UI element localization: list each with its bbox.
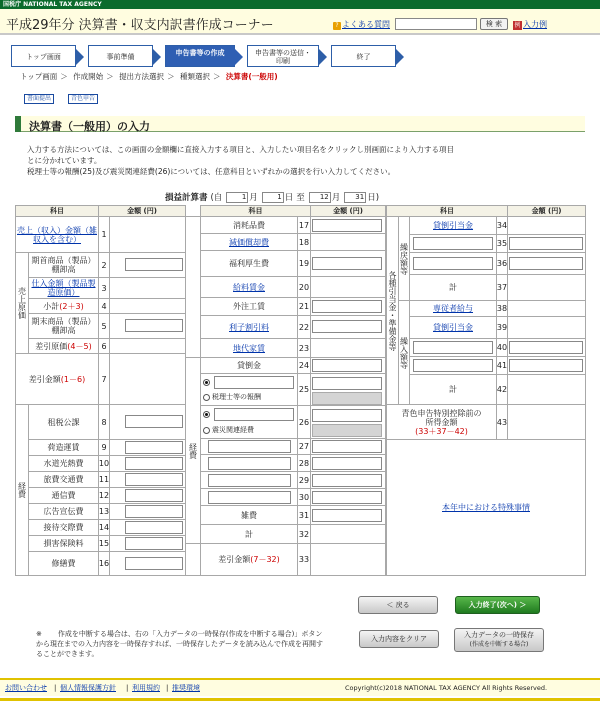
outsrc-input[interactable] xyxy=(312,300,382,313)
begin-inv-input[interactable] xyxy=(125,258,183,271)
section-header xyxy=(15,116,585,132)
total42-cell xyxy=(507,374,586,405)
row-num: 14 xyxy=(98,519,110,536)
row-num: 28 xyxy=(297,454,311,472)
ent-input[interactable] xyxy=(125,521,183,534)
row-num: 9 xyxy=(98,439,110,456)
total37-item: 計 xyxy=(409,274,497,301)
repair-item: 修繕費 xyxy=(28,551,99,576)
rent-link[interactable]: 地代家賃 xyxy=(233,343,265,353)
custom-cell xyxy=(310,454,386,472)
depr-cell xyxy=(310,233,386,251)
interest-link[interactable]: 利子割引料 xyxy=(229,322,269,332)
note-text: 作成を中断する場合は、右の「入力データの一時保存(作成を中断する場合)」ボタンから現在までの入力内容を一時保存すれば、一時保存したデータを読み込んで作成を再開することができます。 xyxy=(36,630,323,658)
row-num: 21 xyxy=(297,297,311,316)
interest-input[interactable] xyxy=(312,320,382,333)
cost-group xyxy=(15,252,29,354)
step-prepare xyxy=(88,45,153,67)
subtotal-item xyxy=(28,298,99,314)
start-day-input[interactable]: 1 xyxy=(262,192,284,203)
net-label: 差引金額 xyxy=(218,555,251,564)
bad-cell xyxy=(310,357,386,374)
row-num: 17 xyxy=(297,216,311,234)
col-amount-header: 金額 (円) xyxy=(310,205,386,217)
col-amount-header: 金額 (円) xyxy=(507,205,586,217)
tax-item: 租税公課 xyxy=(28,404,99,440)
total42-item: 計 xyxy=(409,374,497,405)
crumb-start: 作成開始 xyxy=(73,72,104,81)
custom-in-item xyxy=(409,356,497,375)
crumb-method: 提出方法選択 xyxy=(119,72,165,81)
custom-item xyxy=(200,488,298,506)
custom-in-amount[interactable] xyxy=(509,341,583,354)
reserve-group-label: 各種引当金・準備金等 xyxy=(388,270,397,351)
purchase-link[interactable]: 仕入金額（製品製造原価） xyxy=(31,279,96,297)
intro-text xyxy=(27,144,567,177)
end-inv-cell xyxy=(109,313,186,339)
cogs-cell xyxy=(109,338,186,354)
pl-title: 損益計算書 xyxy=(165,193,208,203)
header xyxy=(0,9,600,35)
custom-amount-input[interactable] xyxy=(312,491,382,504)
step-top xyxy=(11,45,76,67)
tax-acc-custom-input[interactable] xyxy=(214,376,294,389)
comm-item: 通信費 xyxy=(28,487,99,504)
before-deduct-label: 青色申告特別控除前の所得金額 xyxy=(401,408,482,427)
freight-item: 荷造運賃 xyxy=(28,439,99,456)
search-input[interactable] xyxy=(395,18,477,30)
custom-cell xyxy=(310,438,386,455)
paper-submit-badge: 書面提出 xyxy=(24,94,54,104)
gap-cell xyxy=(185,216,201,358)
repair-cell xyxy=(109,551,186,576)
tax-acc-radio-custom[interactable] xyxy=(203,378,212,387)
ad-item: 広告宣伝費 xyxy=(28,503,99,520)
clear-button[interactable]: 入力内容をクリア xyxy=(359,630,439,648)
wages-link[interactable]: 給料賃金 xyxy=(233,282,265,292)
utility-item: 水道光熱費 xyxy=(28,455,99,472)
custom-in-item xyxy=(409,338,497,357)
custom-ret-input[interactable] xyxy=(413,237,493,250)
begin-inv-cell xyxy=(109,252,186,278)
sales-amount-cell xyxy=(109,216,186,253)
row-num: 37 xyxy=(496,274,508,301)
intro-line: とに分かれています。 xyxy=(27,156,102,165)
welfare-input[interactable] xyxy=(312,257,382,270)
repair-input[interactable] xyxy=(125,557,183,570)
salary-sp-cell xyxy=(507,300,586,317)
row-num: 10 xyxy=(98,455,110,472)
breadcrumb xyxy=(20,71,281,82)
net-item xyxy=(200,543,298,576)
before-deduct-formula: (33＋37－42) xyxy=(415,426,468,436)
ins-cell xyxy=(109,535,186,552)
step-label: 事前準備 xyxy=(106,53,135,61)
custom-in-cell xyxy=(507,356,586,375)
rent-cell xyxy=(310,338,386,358)
footer xyxy=(0,678,600,696)
crumb-type: 種類選択 xyxy=(179,72,210,81)
custom-cell xyxy=(310,488,386,506)
row-num: 6 xyxy=(98,338,110,354)
step-label: 申告書等の作成 xyxy=(175,49,225,57)
step-label: トップ画面 xyxy=(26,53,61,61)
crumb-top: トップ画面 xyxy=(20,72,58,81)
custom-item xyxy=(200,454,298,472)
end-month-input[interactable]: 12 xyxy=(309,192,331,203)
start-month-input[interactable]: 1 xyxy=(226,192,248,203)
welfare-cell xyxy=(310,250,386,277)
bad-input[interactable] xyxy=(312,359,382,372)
col-amount-header: 金額 (円) xyxy=(98,205,186,217)
save-label: 入力データの一時保存 xyxy=(464,631,534,639)
row-num: 40 xyxy=(496,338,508,357)
travel-cell xyxy=(109,471,186,488)
wages-item[interactable] xyxy=(200,276,298,298)
purchase-item[interactable] xyxy=(28,277,99,299)
quake-radio-custom[interactable] xyxy=(203,410,212,419)
ret-group-label: 繰戻額等 xyxy=(399,242,409,275)
comm-input[interactable] xyxy=(125,489,183,502)
reserve-ret-item[interactable] xyxy=(409,216,497,235)
end-inv-item: 期末商品（製品）棚卸高 xyxy=(28,313,99,339)
before-deduct-item xyxy=(386,404,497,440)
utility-cell xyxy=(109,455,186,472)
rent-item[interactable] xyxy=(200,338,298,358)
custom-amount-input[interactable] xyxy=(312,474,382,487)
row-num: 18 xyxy=(297,233,311,251)
row-num: 8 xyxy=(98,404,110,440)
total32-item: 計 xyxy=(200,524,298,544)
agency-bar: 国税庁 NATIONAL TAX AGENCY xyxy=(0,0,600,9)
custom-amount-input[interactable] xyxy=(312,440,382,453)
ent-cell xyxy=(109,519,186,536)
intro-line: 入力する方法については、この画面の金額欄に直接入力する項目と、入力したい項目名をクリックし別画面により入力する項目 xyxy=(27,145,455,154)
comm-cell xyxy=(109,487,186,504)
reserve-in-cell xyxy=(507,316,586,339)
row-num: 5 xyxy=(98,313,110,339)
bad-item: 貸倒金 xyxy=(200,357,298,374)
in-group-label: 繰入額等 xyxy=(399,336,409,369)
step-send xyxy=(247,45,319,67)
freight-input[interactable] xyxy=(125,441,183,454)
radio-off-icon[interactable] xyxy=(203,394,210,401)
back-button[interactable]: ＜ 戻る xyxy=(358,596,438,614)
radio-on-icon[interactable] xyxy=(203,411,210,418)
quake-label: 震災関連経費 xyxy=(212,426,254,434)
faq-label[interactable]: よくある質問 xyxy=(342,20,390,29)
tax-acc-amount-input[interactable] xyxy=(312,377,382,390)
tax-input[interactable] xyxy=(125,415,183,428)
custom-ret-amount[interactable] xyxy=(509,257,583,270)
welfare-item: 福利厚生費 xyxy=(200,250,298,277)
row-num: 27 xyxy=(297,438,311,455)
total37-cell xyxy=(507,274,586,301)
ad-input[interactable] xyxy=(125,505,183,518)
reserve-in-item[interactable] xyxy=(409,316,497,339)
custom-ret-item xyxy=(409,234,497,253)
exp-group-mid xyxy=(185,357,201,544)
custom-ret-cell xyxy=(507,234,586,253)
radio-on-icon[interactable] xyxy=(203,379,210,386)
row-num: 11 xyxy=(98,471,110,488)
subtotal-formula: (2＋3) xyxy=(59,301,84,311)
custom-item-input[interactable] xyxy=(208,457,291,470)
example-label[interactable]: 入力例 xyxy=(523,20,547,29)
note xyxy=(36,629,326,659)
terms-link[interactable]: 利用規約 xyxy=(132,684,160,692)
reserve-ret-link[interactable]: 貸倒引当金 xyxy=(433,221,473,230)
crumb-sep: ＞ xyxy=(60,72,68,81)
search-button[interactable]: 検 索 xyxy=(480,18,508,30)
custom-item-input[interactable] xyxy=(208,440,291,453)
col-item-header: 科目 xyxy=(386,205,508,217)
custom-in-input[interactable] xyxy=(413,341,493,354)
consum-item: 消耗品費 xyxy=(200,216,298,234)
footer-sep: | xyxy=(54,684,57,692)
footer-sep: | xyxy=(126,684,129,692)
custom-in-cell xyxy=(507,338,586,357)
misc-input[interactable] xyxy=(312,509,382,522)
gross-item xyxy=(15,353,99,405)
custom-in-input[interactable] xyxy=(413,359,493,372)
net-formula: (7－32) xyxy=(250,555,280,564)
quake-cell xyxy=(310,405,386,439)
row-num: 35 xyxy=(496,234,508,253)
before-deduct-cell xyxy=(507,404,586,440)
gross-label: 差引金額 xyxy=(28,374,61,384)
tax-acc-cell xyxy=(310,373,386,406)
example-icon: 例 xyxy=(514,22,521,29)
tax-acc-disabled xyxy=(312,392,382,405)
step-end xyxy=(331,45,396,67)
reserve-ret-cell xyxy=(507,216,586,235)
row-num: 31 xyxy=(297,505,311,525)
exp-group-left xyxy=(15,404,29,576)
intro-line: 税理士等の報酬(25)及び震災関連経費(26)については、任意科目といずれかの選択を行い入力してください。 xyxy=(27,167,396,176)
save-sub-label: (作成を中断する場合) xyxy=(469,641,529,648)
row-num: 19 xyxy=(297,250,311,277)
ins-item: 損害保険料 xyxy=(28,535,99,552)
faq-icon: ? xyxy=(333,22,341,30)
ent-item: 接待交際費 xyxy=(28,519,99,536)
quake-custom-input[interactable] xyxy=(214,408,294,421)
reserve-in-link[interactable]: 貸倒引当金 xyxy=(433,323,473,332)
depr-link[interactable]: 減価償却費 xyxy=(229,237,269,247)
section-title: 決算書（一般用）の入力 xyxy=(29,120,150,133)
travel-item: 旅費交通費 xyxy=(28,471,99,488)
cost-group-label: 売上原価 xyxy=(17,287,27,319)
depr-item[interactable] xyxy=(200,233,298,251)
crumb-sep: ＞ xyxy=(212,72,221,81)
sales-link[interactable]: 売上（収入）金額（雑収入を含む） xyxy=(17,225,97,244)
row-num: 26 xyxy=(297,405,311,439)
ins-input[interactable] xyxy=(125,537,183,550)
outsrc-item: 外注工賃 xyxy=(200,297,298,316)
footer-sep: | xyxy=(166,684,169,692)
crumb-current: 決算書(一般用) xyxy=(225,72,278,81)
custom-ret-input[interactable] xyxy=(413,257,493,270)
sales-item[interactable] xyxy=(15,216,99,253)
faq-link[interactable] xyxy=(333,19,390,30)
cogs-label: 差引原価 xyxy=(35,341,68,351)
tax-acc-radio-std[interactable] xyxy=(203,393,261,402)
subtotal-cell xyxy=(109,298,186,314)
tax-acc-label: 税理士等の報酬 xyxy=(212,393,261,401)
contact-link[interactable]: お問い合わせ xyxy=(5,684,47,692)
travel-input[interactable] xyxy=(125,473,183,486)
step-create xyxy=(165,45,235,67)
custom-in-amount[interactable] xyxy=(509,359,583,372)
gap-cell xyxy=(185,543,201,576)
ad-cell xyxy=(109,503,186,520)
custom-amount-input[interactable] xyxy=(312,457,382,470)
row-num: 22 xyxy=(297,315,311,339)
wages-cell xyxy=(310,276,386,298)
blue-return-badge: 青色申告 xyxy=(68,94,98,104)
custom-ret-item xyxy=(409,252,497,275)
custom-item xyxy=(200,471,298,489)
salary-sp-item[interactable] xyxy=(409,300,497,317)
row-num: 43 xyxy=(496,404,508,440)
pl-period: 損益計算書 (自 1 月 1 日 至 12 月 31 日) xyxy=(165,193,380,203)
custom-ret-amount[interactable] xyxy=(509,237,583,250)
crumb-sep: ＞ xyxy=(167,72,175,81)
row-num: 38 xyxy=(496,300,508,317)
subtotal-label: 小計 xyxy=(43,301,60,311)
save-temp-button[interactable] xyxy=(454,628,544,652)
custom-ret-cell xyxy=(507,252,586,275)
section-bar xyxy=(15,116,21,132)
cogs-item xyxy=(28,338,99,354)
month-label: 月 xyxy=(249,193,258,203)
copyright: Copyright(c)2018 NATIONAL TAX AGENCY All Rights Reserved. xyxy=(345,684,548,692)
row-num: 29 xyxy=(297,471,311,489)
row-num: 12 xyxy=(98,487,110,504)
example-link[interactable] xyxy=(513,19,547,30)
salary-sp-link[interactable]: 専従者給与 xyxy=(433,304,473,313)
gross-cell xyxy=(109,353,186,405)
misc-cell xyxy=(310,505,386,525)
row-num: 41 xyxy=(496,356,508,375)
row-num: 20 xyxy=(297,276,311,298)
page-title: 平成29年分 決算書・収支内訳書作成コーナー xyxy=(6,18,274,33)
row-num: 23 xyxy=(297,338,311,358)
misc-item: 雑費 xyxy=(200,505,298,525)
gross-formula: (1－6) xyxy=(60,374,86,384)
custom-cell xyxy=(310,471,386,489)
row-num: 39 xyxy=(496,316,508,339)
utility-input[interactable] xyxy=(125,457,183,470)
outsrc-cell xyxy=(310,297,386,316)
row-num: 2 xyxy=(98,252,110,278)
cogs-formula: (4－5) xyxy=(67,341,92,351)
crumb-sep: ＞ xyxy=(106,72,114,81)
env-link[interactable]: 推奨環境 xyxy=(172,684,200,692)
total32-cell xyxy=(310,524,386,544)
row-num: 24 xyxy=(297,357,311,374)
interest-item[interactable] xyxy=(200,315,298,339)
end-inv-input[interactable] xyxy=(125,319,183,332)
exp-group-label: 経費 xyxy=(188,442,198,459)
quake-radio-std[interactable] xyxy=(203,426,254,435)
row-num: 33 xyxy=(297,543,311,576)
row-num: 25 xyxy=(297,373,311,406)
row-num: 15 xyxy=(98,535,110,552)
purchase-cell xyxy=(109,277,186,299)
step-label: 申告書等の送信・印刷 xyxy=(255,49,311,65)
special-item[interactable] xyxy=(386,439,586,576)
pl-to: 至 xyxy=(296,193,305,203)
exp-group-label: 経費 xyxy=(17,482,27,498)
custom-item-input[interactable] xyxy=(208,474,291,487)
row-num: 7 xyxy=(98,353,110,405)
col-item-header: 科目 xyxy=(200,205,311,217)
net-cell xyxy=(310,543,386,576)
row-num: 1 xyxy=(98,216,110,253)
consum-input[interactable] xyxy=(312,219,382,232)
row-num: 13 xyxy=(98,503,110,520)
finish-button[interactable]: 入力終了(次へ) ＞ xyxy=(455,596,540,614)
row-num: 30 xyxy=(297,488,311,506)
row-num: 42 xyxy=(496,374,508,405)
quake-amount-input[interactable] xyxy=(312,409,382,422)
custom-item-input[interactable] xyxy=(208,491,291,504)
tax-acc-item xyxy=(200,373,298,406)
privacy-link[interactable]: 個人情報保護方針 xyxy=(60,684,116,692)
quake-item xyxy=(200,405,298,439)
consum-cell xyxy=(310,216,386,234)
note-mark: ※ xyxy=(36,630,42,638)
pl-from: (自 xyxy=(210,193,223,203)
tax-cell xyxy=(109,404,186,440)
quake-disabled xyxy=(312,424,382,437)
step-label: 終了 xyxy=(356,53,371,61)
interest-cell xyxy=(310,315,386,339)
row-num: 16 xyxy=(98,551,110,576)
col-item-header: 科目 xyxy=(15,205,99,217)
begin-inv-item: 期首商品（製品）棚卸高 xyxy=(28,252,99,278)
row-num: 32 xyxy=(297,524,311,544)
row-num: 36 xyxy=(496,252,508,275)
freight-cell xyxy=(109,439,186,456)
row-num: 4 xyxy=(98,298,110,314)
radio-off-icon[interactable] xyxy=(203,427,210,434)
end-day-input[interactable]: 31 xyxy=(344,192,366,203)
custom-item xyxy=(200,438,298,455)
row-num: 34 xyxy=(496,216,508,235)
special-link[interactable]: 本年中における特殊事情 xyxy=(442,503,530,512)
row-num: 3 xyxy=(98,277,110,299)
